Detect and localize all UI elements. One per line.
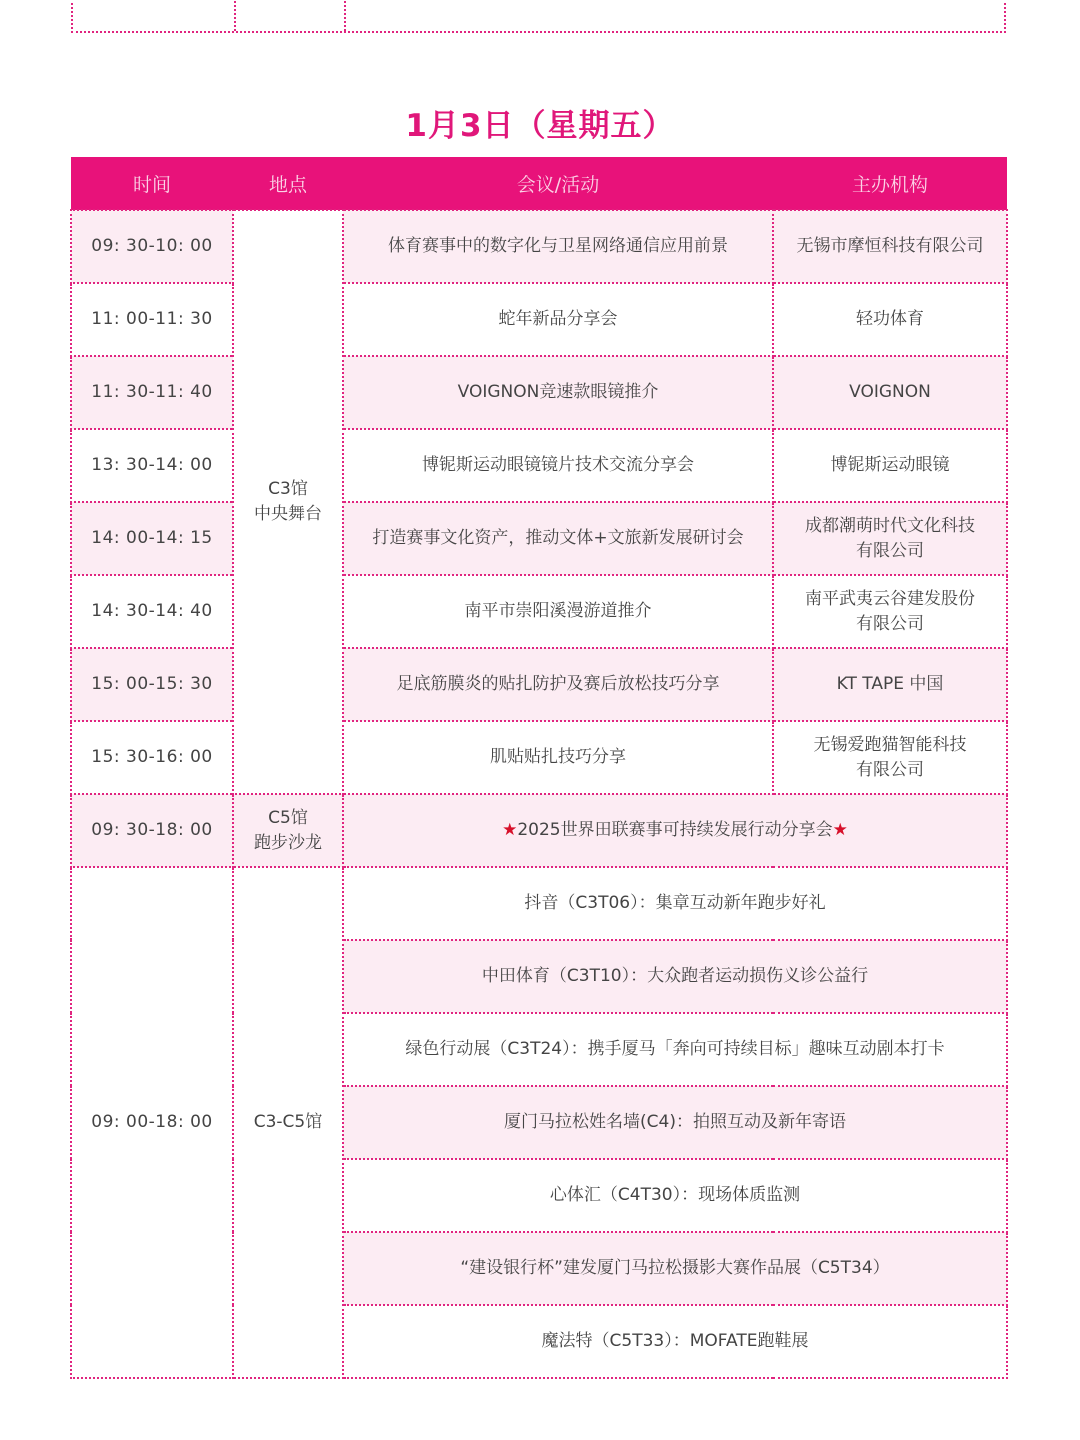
organizer-line: 有限公司: [856, 759, 924, 780]
expo-item: 心体汇（C4T30）：现场体质监测: [343, 1159, 1007, 1232]
expo-row: [71, 867, 1007, 940]
organizer-cell: VOIGNON: [773, 356, 1007, 429]
header-event: 会议/活动: [343, 157, 773, 210]
time-cell: 09: 30-10: 00: [71, 210, 233, 283]
time-cell: 14: 30-14: 40: [71, 575, 233, 648]
table-header-row: [71, 157, 1007, 210]
organizer-cell: 无锡市摩恒科技有限公司: [773, 210, 1007, 283]
organizer-cell: [773, 575, 1007, 648]
place-line: C3馆: [268, 479, 308, 499]
event-cell: 体育赛事中的数字化与卫星网络通信应用前景: [343, 210, 773, 283]
place-line: 跑步沙龙: [254, 832, 322, 853]
event-cell: 蛇年新品分享会: [343, 283, 773, 356]
organizer-line: 成都潮萌时代文化科技: [805, 515, 975, 536]
time-cell: 15: 30-16: 00: [71, 721, 233, 794]
star-icon: ★: [502, 820, 518, 840]
organizer-cell: [773, 502, 1007, 575]
organizer-cell: 轻功体育: [773, 283, 1007, 356]
place-cell-c3: [233, 210, 343, 794]
table-row: [71, 210, 1007, 283]
header-place: 地点: [233, 157, 343, 210]
expo-item: 绿色行动展（C3T24）：携手厦马「奔向可持续目标」趣味互动剧本打卡: [343, 1013, 1007, 1086]
organizer-line: 无锡爱跑猫智能科技: [813, 734, 967, 755]
organizer-cell: KT TAPE 中国: [773, 648, 1007, 721]
table-row: [71, 721, 1007, 794]
time-cell: 13: 30-14: 00: [71, 429, 233, 502]
event-cell: 肌贴贴扎技巧分享: [343, 721, 773, 794]
place-cell-c3-c5: C3-C5馆: [233, 867, 343, 1378]
event-cell: 打造赛事文化资产，推动文体+文旅新发展研讨会: [343, 502, 773, 575]
previous-table-fragment: [71, 0, 1006, 33]
table-row: [71, 429, 1007, 502]
expo-item: 抖音（C3T06）：集章互动新年跑步好礼: [343, 867, 1007, 940]
table-row: [71, 356, 1007, 429]
event-cell: 博铌斯运动眼镜镜片技术交流分享会: [343, 429, 773, 502]
organizer-cell: [773, 721, 1007, 794]
organizer-line: 有限公司: [856, 613, 924, 634]
table-row: [71, 575, 1007, 648]
highlight-event-cell: [343, 794, 1007, 867]
table-row: [71, 283, 1007, 356]
event-cell: 足底筋膜炎的贴扎防护及赛后放松技巧分享: [343, 648, 773, 721]
place-line: C5馆: [268, 807, 308, 828]
expo-item: “建设银行杯”建发厦门马拉松摄影大赛作品展（C5T34）: [343, 1232, 1007, 1305]
schedule-table: [70, 157, 1008, 1379]
organizer-line: 有限公司: [856, 540, 924, 561]
organizer-cell: 博铌斯运动眼镜: [773, 429, 1007, 502]
place-line: 中央舞台: [254, 504, 322, 524]
time-cell: 09: 00-18: 00: [71, 867, 233, 1378]
table-row: [71, 502, 1007, 575]
event-cell: VOIGNON竞速款眼镜推介: [343, 356, 773, 429]
time-cell: 11: 00-11: 30: [71, 283, 233, 356]
star-icon: ★: [832, 820, 848, 840]
header-time: 时间: [71, 157, 233, 210]
previous-table-divider: [234, 0, 236, 31]
table-row: [71, 648, 1007, 721]
place-cell-c5: [233, 794, 343, 867]
time-cell: 15: 00-15: 30: [71, 648, 233, 721]
previous-table-divider: [344, 0, 346, 31]
day-title: 1月3日（星期五）: [405, 108, 675, 144]
expo-item: 魔法特（C5T33）：MOFATE跑鞋展: [343, 1305, 1007, 1378]
highlight-row: [71, 794, 1007, 867]
organizer-line: 南平武夷云谷建发股份: [805, 588, 975, 609]
time-cell: 14: 00-14: 15: [71, 502, 233, 575]
expo-item: 中田体育（C3T10）：大众跑者运动损伤义诊公益行: [343, 940, 1007, 1013]
expo-item: 厦门马拉松姓名墙(C4)：拍照互动及新年寄语: [343, 1086, 1007, 1159]
time-cell: 09: 30-18: 00: [71, 794, 233, 867]
header-organizer: 主办机构: [773, 157, 1007, 210]
event-cell: 南平市崇阳溪漫游道推介: [343, 575, 773, 648]
highlight-event-label: 2025世界田联赛事可持续发展行动分享会: [517, 820, 833, 840]
time-cell: 11: 30-11: 40: [71, 356, 233, 429]
